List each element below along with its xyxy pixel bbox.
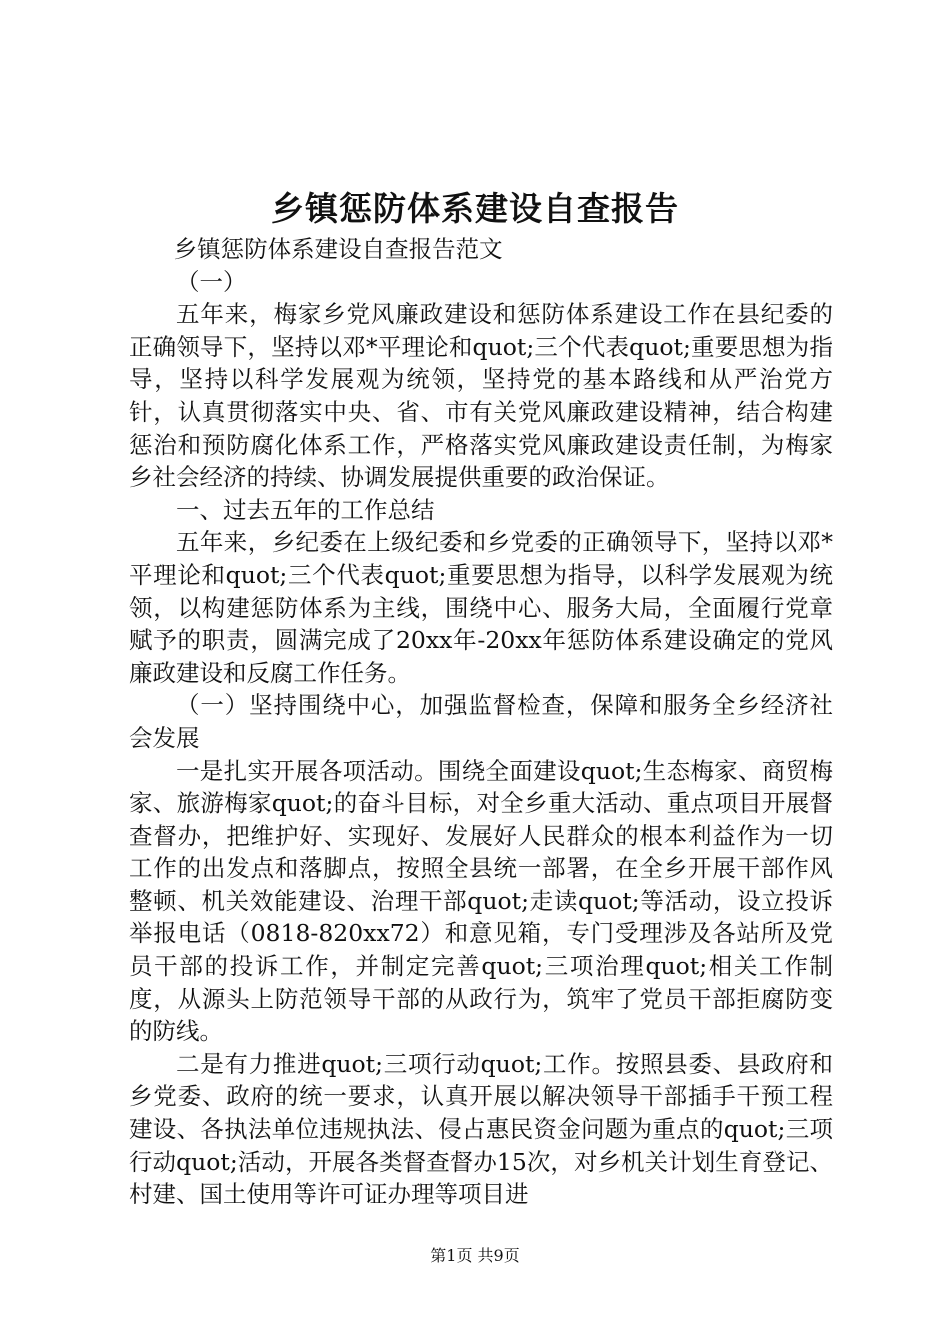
section-marker: （一） (176, 267, 247, 296)
document-subtitle: 乡镇惩防体系建设自查报告范文 (173, 235, 503, 263)
subsection-heading-1: （一）坚持围绕中心，加强监督检查，保障和服务全乡经济社会发展 (129, 691, 833, 752)
section-heading-1: 一、过去五年的工作总结 (176, 495, 435, 524)
activity-paragraph-2: 二是有力推进quot;三项行动quot;工作。按照县委、县政府和乡党委、政府的统一要求，认真开展以解决领导干部插手干预工程建设、各执法单位违规执法、侵占惠民资金问题为重点的quot;三项行动quot;活动，开展各类督查督办15次，对乡机关计划生育登记、村建、国土使用等许可证办理等项目进 (129, 1049, 833, 1209)
intro-paragraph: 五年来，梅家乡党风廉政建设和惩防体系建设工作在县纪委的正确领导下，坚持以邓*平理论和quot;三个代表quot;重要思想为指导，坚持以科学发展观为统领，坚持党的基本路线和从严治党方针，认真贯彻落实中央、省、市有关党风廉政建设精神，结合构建惩治和预防腐化体系工作，严格落实党风廉政建设责任制，为梅家乡社会经济的持续、协调发展提供重要的政治保证。 (129, 300, 833, 492)
document-title: 乡镇惩防体系建设自查报告 (271, 189, 679, 228)
summary-paragraph: 五年来，乡纪委在上级纪委和乡党委的正确领导下，坚持以邓*平理论和quot;三个代表quot;重要思想为指导，以科学发展观为统领，以构建惩防体系为主线，围绕中心、服务大局，全面履行党章赋予的职责，圆满完成了20xx年-20xx年惩防体系建设确定的党风廉政建设和反腐工作任务。 (129, 528, 833, 687)
page-number-footer: 第1页 共9页 (430, 1246, 520, 1265)
activity-paragraph-1: 一是扎实开展各项活动。围绕全面建设quot;生态梅家、商贸梅家、旅游梅家quot;的奋斗目标，对全乡重大活动、重点项目开展督查督办，把维护好、实现好、发展好人民群众的根本利益作为一切工作的出发点和落脚点，按照全县统一部署，在全乡开展干部作风整顿、机关效能建设、治理干部quot;走读quot;等活动，设立投诉举报电话（0818-820xx72）和意见箱，专门受理涉及各站所及党员干部的投诉工作，并制定完善quot;三项治理quot;相关工作制度，从源头上防范领导干部的从政行为，筑牢了党员干部拒腐防变的防线。 (129, 756, 833, 1046)
document-body (129, 233, 833, 1211)
